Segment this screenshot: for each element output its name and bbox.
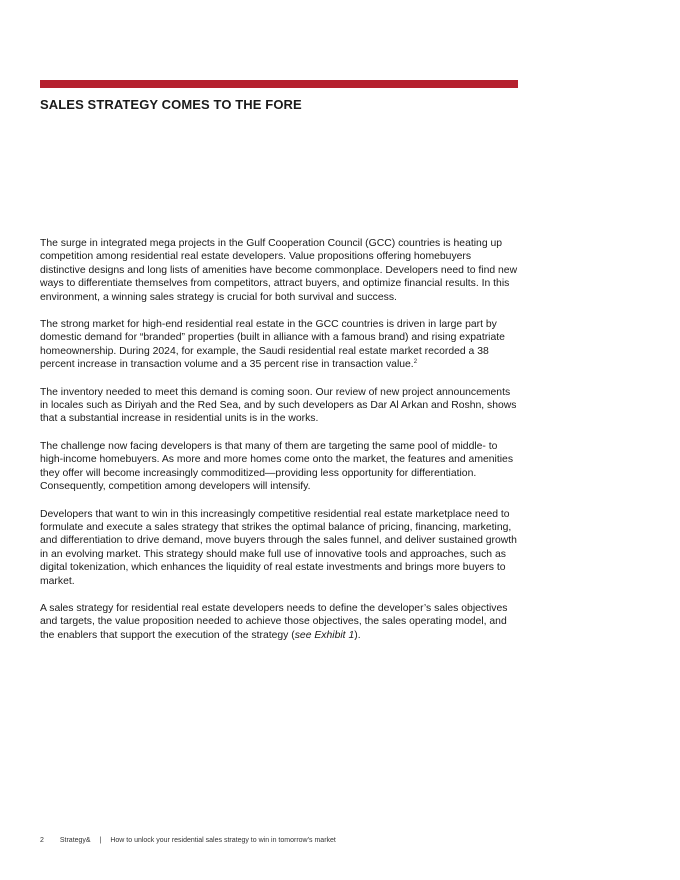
exhibit-close: ).: [354, 629, 361, 641]
paragraph-4: The challenge now facing developers is that many of them are targeting the same pool of middle- to high-income homebuyers. As more and more homes come onto the market, the features and amenities they offer will become increasingly commoditized—providing less opportunity for differentiation. Consequently, competition among developers will intensify.: [40, 440, 514, 493]
section-heading: SALES STRATEGY COMES TO THE FORE: [40, 97, 302, 112]
paragraph-2: [40, 318, 518, 372]
section-top-rule: [40, 80, 518, 88]
paragraph-6-text: A sales strategy for residential real estate developers needs to define the developer’s sales objectives and targets, the value proposition needed to achieve those objectives, the sales operating model, and the enablers that support the execution of the strategy (: [40, 602, 508, 641]
footnote-ref: 2: [413, 359, 418, 366]
paragraph-5: Developers that want to win in this increasingly competitive residential real estate marketplace need to formulate and execute a sales strategy that strikes the optimal balance of pricing, financing, marketing, and differentiation to drive demand, move buyers through the sales funnel, and deliver sustained growth in an evolving market. This strategy should make full use of innovative tools and approaches, such as digital tokenization, which enhances the liquidity of real estate investments and brings more buyers to market.: [40, 508, 517, 587]
paragraph-1: The surge in integrated mega projects in the Gulf Cooperation Council (GCC) countries is heating up competition among residential real estate developers. Value propositions offering homebuyers distinctive designs and long lists of amenities have become commonplace. Developers need to find new ways to differentiate themselves from competitors, attract buyers, and optimize financial results. In this environment, a winning sales strategy is crucial for both survival and success.: [40, 238, 518, 303]
body-text: [40, 237, 518, 656]
page-footer: [40, 837, 600, 844]
paragraph-3: The inventory needed to meet this demand is coming soon. Our review of new project announcements in locales such as Diriyah and the Red Sea, and by such developers as Dar Al Arkan and Roshn, shows that a substantial increase in residential units is in the works.: [40, 386, 517, 425]
paragraph-2-text: The strong market for high-end residential real estate in the GCC countries is driven in large part by domestic demand for “branded” properties (built in alliance with a famous brand) and rising expatriate homeownership. During 2024, for example, the Saudi residential real estate market recorded a 38 percent increase in transaction volume and a 35 percent rise in transaction value.: [40, 319, 505, 371]
footer-separator: |: [99, 837, 102, 844]
paragraph-6: [40, 602, 518, 642]
page-number: 2: [40, 837, 44, 844]
exhibit-ref: see Exhibit 1: [294, 629, 355, 641]
footer-brand: Strategy&: [59, 837, 91, 844]
footer-title: How to unlock your residential sales strategy to win in tomorrow’s market: [110, 837, 336, 844]
